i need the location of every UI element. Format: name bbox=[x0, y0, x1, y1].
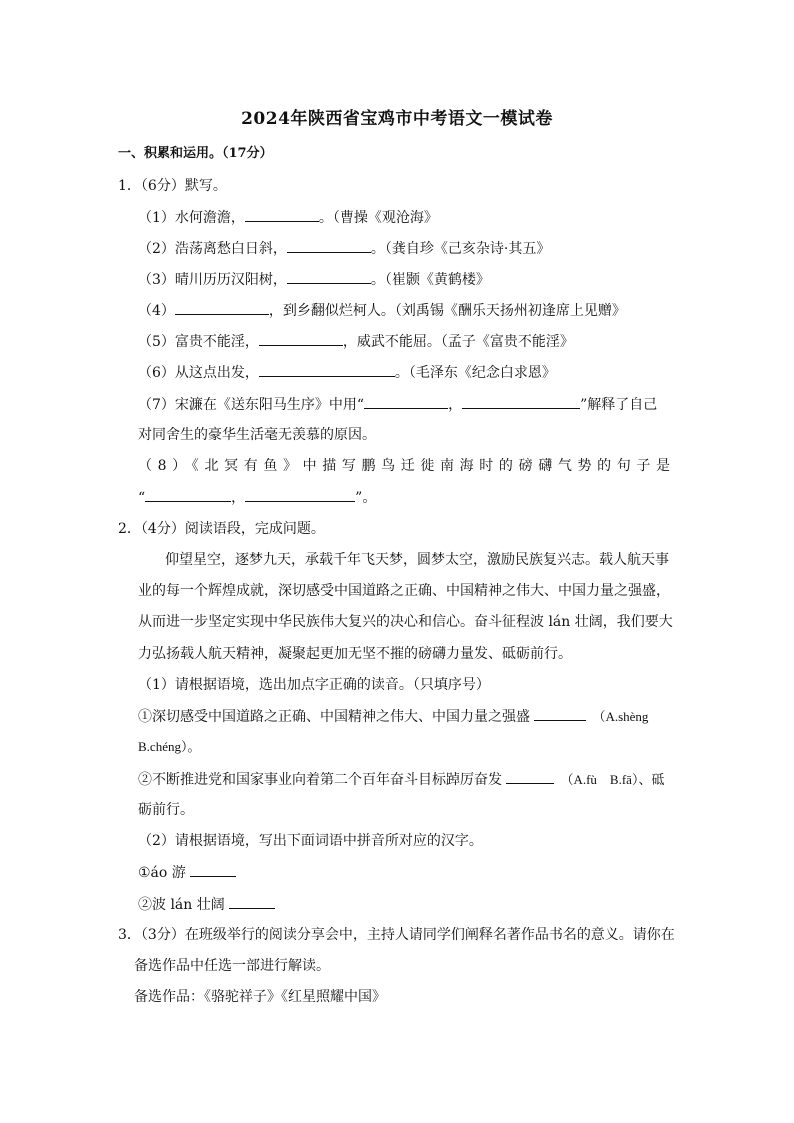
q2-word-2: ②波 lán 壮阔 bbox=[138, 894, 275, 915]
q2-sub-2: （2）请根据语境，写出下面词语中拼音所对应的汉字。 bbox=[138, 833, 483, 849]
question-3-options: 备选作品：《骆驼祥子》《红星照耀中国》 bbox=[134, 989, 386, 1005]
q2-option-1: ①深切感受中国道路之正确、中国精神之伟大、中国力量之强盛 （A.shèng bbox=[138, 706, 648, 727]
q2-option-2-cont: 砺前行。 bbox=[138, 802, 194, 818]
answer-blank[interactable] bbox=[462, 394, 580, 409]
answer-blank[interactable] bbox=[287, 238, 371, 253]
q2-option-2: ②不断推进党和国家事业向着第二个百年奋斗目标踔厉奋发 （A.fù B.fā）、砥 bbox=[138, 769, 664, 790]
section-heading: 一、积累和运用。（17分） bbox=[118, 146, 273, 161]
q2-option-1-cont: B.chéng）。 bbox=[138, 739, 201, 754]
answer-blank[interactable] bbox=[534, 706, 586, 721]
answer-blank[interactable] bbox=[190, 862, 236, 877]
q1-item-8: （8）《北冥有鱼》中描写鹏鸟迁徙南海时的磅礴气势的句子是 bbox=[138, 458, 674, 474]
answer-blank[interactable] bbox=[175, 300, 269, 315]
passage-line: 从而进一步坚定实现中华民族伟大复兴的决心和信心。奋斗征程波 lán 壮阔，我们要大 bbox=[138, 614, 673, 630]
answer-blank[interactable] bbox=[145, 487, 231, 502]
q1-item-4: （4） ，到乡翻似烂柯人。（刘禹锡《酬乐天扬州初逢席上见赠》 bbox=[138, 300, 626, 321]
q1-item-5: （5）富贵不能淫， ，威武不能屈。（孟子《富贵不能淫》 bbox=[138, 331, 574, 352]
q1-item-6: （6）从这点出发， 。（毛泽东《纪念白求恩》 bbox=[138, 362, 556, 383]
question-2-heading: 2．（4分）阅读语段，完成问题。 bbox=[118, 521, 325, 537]
q1-item-1: （1）水何澹澹， 。（曹操《观沧海》 bbox=[138, 207, 438, 228]
answer-blank[interactable] bbox=[229, 894, 275, 909]
answer-blank[interactable] bbox=[287, 269, 371, 284]
answer-blank[interactable] bbox=[364, 394, 448, 409]
q1-item-7-cont: 对同舍生的豪华生活毫无羡慕的原因。 bbox=[138, 427, 376, 443]
q2-sub-1: （1）请根据语境，选出加点字正确的读音。（只填序号） bbox=[138, 677, 490, 693]
page-title: 2024年陕西省宝鸡市中考语文一模试卷 bbox=[241, 109, 553, 129]
question-3-cont: 备选作品中任选一部进行解读。 bbox=[134, 958, 330, 974]
passage-line: 力弘扬载人航天精神，凝聚起更加无坚不摧的磅礴力量发、砥砺前行。 bbox=[138, 646, 572, 662]
passage-line: 仰望星空，逐梦九天，承载千年飞天梦，圆梦太空，激励民族复兴志。载人航天事 bbox=[165, 552, 669, 568]
passage-line: 业的每一个辉煌成就，深切感受中国道路之正确、中国精神之伟大、中国力量之强盛， bbox=[138, 583, 670, 599]
q2-word-1: ①áo 游 bbox=[138, 862, 236, 883]
q1-item-3: （3）晴川历历汉阳树， 。（崔颢《黄鹤楼》 bbox=[138, 269, 490, 290]
question-3-heading: 3．（3分）在班级举行的阅读分享会中，主持人请同学们阐释名著作品书名的意义。请你在 bbox=[118, 927, 675, 943]
answer-blank[interactable] bbox=[259, 362, 395, 377]
answer-blank[interactable] bbox=[245, 207, 319, 222]
answer-blank[interactable] bbox=[506, 769, 554, 784]
q1-item-8-cont: “ ， ”。 bbox=[138, 487, 376, 508]
q1-item-7: （7）宋濂在《送东阳马生序》中用“ ， ”解释了自己 bbox=[138, 394, 657, 415]
question-1-heading: 1．（6分）默写。 bbox=[118, 178, 227, 194]
answer-blank[interactable] bbox=[245, 487, 355, 502]
q1-item-2: （2）浩荡离愁白日斜， 。（龚自珍《己亥杂诗·其五》 bbox=[138, 238, 550, 259]
answer-blank[interactable] bbox=[259, 331, 343, 346]
